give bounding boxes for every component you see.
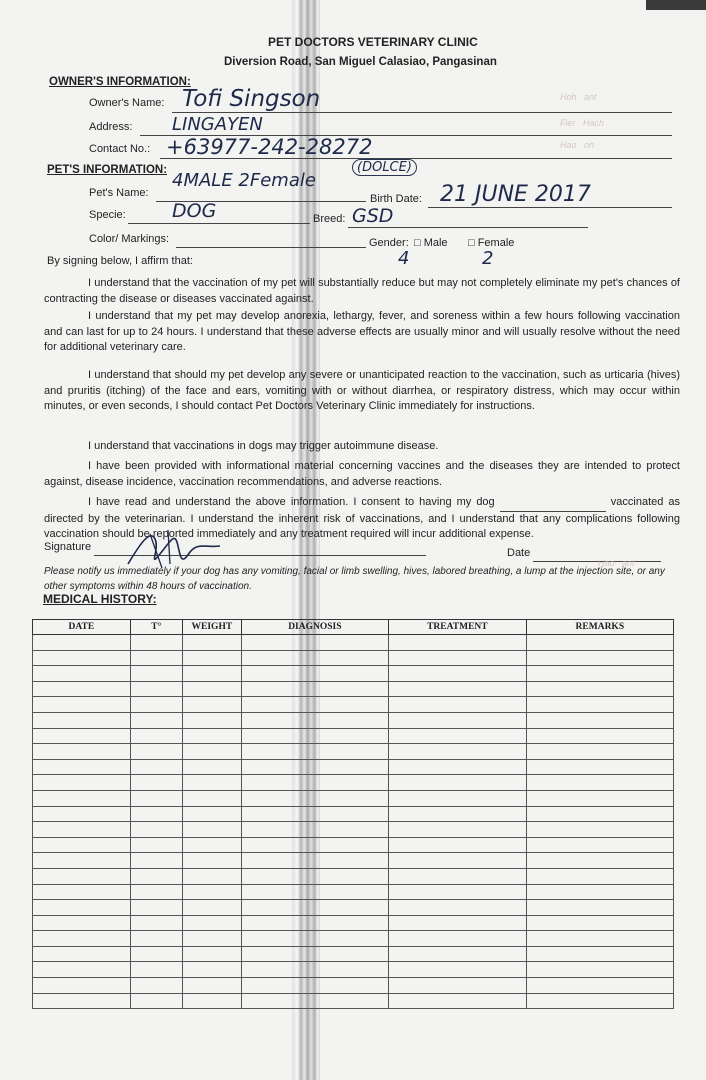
table-cell[interactable]: [526, 837, 673, 853]
table-cell[interactable]: [241, 993, 388, 1009]
table-cell[interactable]: [389, 759, 527, 775]
table-cell[interactable]: [33, 650, 131, 666]
table-cell[interactable]: [183, 759, 242, 775]
pet-name-label: Pet's Name:: [89, 187, 149, 199]
table-cell[interactable]: [241, 681, 388, 697]
column-header: REMARKS: [526, 620, 673, 635]
table-cell[interactable]: [130, 978, 182, 994]
table-cell[interactable]: [389, 775, 527, 791]
female-count: 2: [482, 248, 494, 269]
table-row: [33, 946, 674, 962]
table-cell[interactable]: [241, 853, 388, 869]
table-cell[interactable]: [526, 868, 673, 884]
table-cell[interactable]: [241, 822, 388, 838]
table-cell[interactable]: [130, 900, 182, 916]
table-cell[interactable]: [241, 868, 388, 884]
table-cell[interactable]: [526, 697, 673, 713]
table-cell[interactable]: [389, 712, 527, 728]
table-cell[interactable]: [183, 946, 242, 962]
table-row: [33, 837, 674, 853]
table-cell[interactable]: [183, 915, 242, 931]
table-cell[interactable]: [183, 635, 242, 651]
table-cell[interactable]: [526, 853, 673, 869]
background-edge: [646, 0, 706, 10]
table-cell[interactable]: [241, 978, 388, 994]
table-cell[interactable]: [241, 962, 388, 978]
table-cell[interactable]: [33, 635, 131, 651]
table-row: [33, 666, 674, 682]
table-cell[interactable]: [526, 712, 673, 728]
female-checkbox[interactable]: □ Female: [468, 237, 515, 249]
table-cell[interactable]: [130, 822, 182, 838]
table-cell[interactable]: [33, 666, 131, 682]
table-cell[interactable]: [33, 884, 131, 900]
table-row: [33, 744, 674, 760]
table-cell[interactable]: [389, 853, 527, 869]
consent-paragraph-4: I understand that vaccinations in dogs may trigger autoimmune disease.: [88, 440, 439, 452]
address-value: LINGAYEN: [172, 114, 263, 135]
pet-name-value: 4MALE 2Female: [172, 170, 316, 191]
table-row: [33, 650, 674, 666]
table-cell[interactable]: [130, 744, 182, 760]
table-row: [33, 681, 674, 697]
table-cell[interactable]: [183, 712, 242, 728]
consent-intro: By signing below, I affirm that:: [47, 255, 193, 267]
clinic-name: PET DOCTORS VETERINARY CLINIC: [268, 35, 478, 49]
table-cell[interactable]: [526, 931, 673, 947]
consent-paragraph-3: I understand that should my pet develop any severe or unanticipated reaction to the vaccination, such as urticaria (hives) and pruritis (itching) of the face and ears, vomiting with or without diarrhea, or respiratory distress, which may occur within minutes, or even seconds, I should contact Pet Doctors Veterinary Clinic immediately for instructions.: [44, 369, 680, 412]
specie-value: DOG: [172, 200, 217, 222]
column-header: TREATMENT: [389, 620, 527, 635]
table-cell[interactable]: [130, 884, 182, 900]
table-row: [33, 635, 674, 651]
clinic-address: Diversion Road, San Miguel Calasiao, Pangasinan: [224, 56, 497, 68]
table-cell[interactable]: [241, 697, 388, 713]
table-cell[interactable]: [183, 822, 242, 838]
table-cell[interactable]: [389, 868, 527, 884]
table-row: [33, 790, 674, 806]
table-cell[interactable]: [389, 837, 527, 853]
table-row: [33, 900, 674, 916]
table-cell[interactable]: [241, 837, 388, 853]
table-cell[interactable]: [526, 775, 673, 791]
table-cell[interactable]: [389, 728, 527, 744]
table-cell[interactable]: [526, 635, 673, 651]
table-cell[interactable]: [241, 790, 388, 806]
table-cell[interactable]: [389, 884, 527, 900]
male-count: 4: [398, 248, 410, 269]
notice-text: Please notify us immediately if your dog has any vomiting, facial or limb swelling, hives, labored breathing, a lump at the injection site, or any other symptoms within 48 hours of vaccination.: [44, 566, 665, 592]
table-cell[interactable]: [130, 650, 182, 666]
breed-label: Breed:: [313, 213, 346, 225]
table-cell[interactable]: [526, 884, 673, 900]
table-cell[interactable]: [33, 946, 131, 962]
table-row: [33, 728, 674, 744]
table-cell[interactable]: [389, 931, 527, 947]
table-cell[interactable]: [183, 962, 242, 978]
table-cell[interactable]: [389, 822, 527, 838]
table-cell[interactable]: [130, 915, 182, 931]
table-cell[interactable]: [33, 900, 131, 916]
table-cell[interactable]: [130, 853, 182, 869]
table-cell[interactable]: [183, 837, 242, 853]
consent-paragraph-1: I understand that the vaccination of my pet will substantially reduce but may not completely eliminate my pet's chances of contracting the disease or diseases vaccinated against.: [44, 277, 680, 305]
table-row: [33, 993, 674, 1009]
table-row: [33, 868, 674, 884]
table-cell[interactable]: [33, 681, 131, 697]
signature-label: Signature: [44, 541, 92, 553]
table-cell[interactable]: [389, 635, 527, 651]
table-cell[interactable]: [33, 978, 131, 994]
table-cell[interactable]: [526, 759, 673, 775]
table-cell[interactable]: [33, 790, 131, 806]
consent-paragraph-6: I have read and understand the above information. I consent to having my dog vaccinated as directed by the veterinarian. I understand the inherent risk of vaccinations, and I understand that any complications following vaccination should be reported immediately and any treatment required will incur additional expense.: [44, 496, 681, 540]
table-cell[interactable]: [389, 993, 527, 1009]
table-cell[interactable]: [33, 837, 131, 853]
table-cell[interactable]: [33, 775, 131, 791]
table-row: [33, 822, 674, 838]
column-header: DIAGNOSIS: [241, 620, 388, 635]
table-cell[interactable]: [33, 697, 131, 713]
table-cell[interactable]: [389, 900, 527, 916]
table-cell[interactable]: [33, 931, 131, 947]
table-cell[interactable]: [183, 806, 242, 822]
male-checkbox[interactable]: □ Male: [414, 237, 448, 249]
table-cell[interactable]: [183, 666, 242, 682]
table-cell[interactable]: [183, 900, 242, 916]
table-cell[interactable]: [241, 666, 388, 682]
table-cell[interactable]: [389, 978, 527, 994]
table-cell[interactable]: [33, 915, 131, 931]
form-paper: PET DOCTORS VETERINARY CLINIC Diversion Road, San Miguel Calasiao, Pangasinan OWNER'S INFORMATION: Owner's Name: Tofi Singson Address: LINGAYEN Contact No.: +63977-242-28272 PET'S INFORMATION: (DOLCE) Pet's Name: 4MALE 2Female Birth Date: 21 JUNE 2017 Specie: DOG Breed: GSD Color/ Markings: Gender: □ Male □ Female 4 2 By signing below, I affirm that: I understand that the vaccination of my pet will substantially reduce but may not completely eliminate my pet's chances of contracting the disease or diseases vaccinated against. I understand that my pet may develop anorexia, lethargy, fever, and soreness within a few hours following vaccination and can last for up to 24 hours. I understand that these adverse effects are usually minor and will usually resolve without the need for additional veterinary care. I understand that should my pet develop any severe or unanticipated reaction to the vaccination, such as urticaria (hives) and pruritis (itching) of the face and ears, vomiting with or without diarrhea, or respiratory distress, which may occur within minutes, or even seconds, I should contact Pet Doctors Veterinary Clinic immediately for instructions. I understand that vaccinations in dogs may trigger autoimmune disease. I have been provided with informational material concerning vaccines and the diseases they are intended to protect against, disease incidence, vaccination recommendations, and adverse reactions. I have read and understand the above information. I consent to having my dog vaccinated as directed by the veterinarian. I understand the inherent risk of vaccinations, and I understand that any complications following vaccination should be reported immediately and any treatment required will incur additional expense. Signature Date Please notify us immediately if your dog has any vomiting, facial or limb swelling, hives, labored breathing, a lump at the injection site, or any other symptoms within 48 hours of vaccination. MEDICAL HISTORY: DATE T° WEIGHT DIAGNOSIS TREATMENT REMARKS Hoh ant Fier Hach Hao oh Hao ant: [0, 0, 706, 1080]
table-cell[interactable]: [241, 775, 388, 791]
table-row: [33, 915, 674, 931]
birth-date-value: 21 JUNE 2017: [440, 182, 591, 207]
table-cell[interactable]: [130, 697, 182, 713]
table-row: [33, 931, 674, 947]
table-cell[interactable]: [241, 931, 388, 947]
table-cell[interactable]: [389, 806, 527, 822]
table-cell[interactable]: [526, 978, 673, 994]
table-cell[interactable]: [33, 806, 131, 822]
table-cell[interactable]: [241, 744, 388, 760]
table-cell[interactable]: [33, 853, 131, 869]
table-cell[interactable]: [389, 744, 527, 760]
table-cell[interactable]: [389, 681, 527, 697]
table-cell[interactable]: [183, 728, 242, 744]
table-cell[interactable]: [130, 759, 182, 775]
table-cell[interactable]: [389, 666, 527, 682]
table-row: [33, 806, 674, 822]
table-cell[interactable]: [130, 962, 182, 978]
gender-label: Gender:: [369, 237, 409, 249]
table-cell[interactable]: [241, 635, 388, 651]
consent-paragraph-5: I have been provided with informational material concerning vaccines and the diseases they are intended to protect against, disease incidence, vaccination recommendations, and adverse reactions.: [44, 460, 680, 488]
table-cell[interactable]: [130, 635, 182, 651]
table-cell[interactable]: [183, 868, 242, 884]
consent-paragraph-2: I understand that my pet may develop anorexia, lethargy, fever, and soreness within a few hours following vaccination and can last for up to 24 hours. I understand that these adverse effects are usually minor and will usually resolve without the need for additional veterinary care.: [44, 310, 680, 353]
table-cell[interactable]: [241, 900, 388, 916]
table-cell[interactable]: [526, 962, 673, 978]
table-row: [33, 853, 674, 869]
table-cell[interactable]: [526, 666, 673, 682]
table-cell[interactable]: [526, 900, 673, 916]
address-label: Address:: [89, 121, 133, 133]
table-row: [33, 978, 674, 994]
owner-info-heading: OWNER'S INFORMATION:: [49, 76, 191, 88]
table-cell[interactable]: [130, 775, 182, 791]
table-row: [33, 697, 674, 713]
table-cell[interactable]: [526, 681, 673, 697]
medical-history-table: [32, 619, 674, 1009]
table-cell[interactable]: [130, 806, 182, 822]
table-cell[interactable]: [130, 681, 182, 697]
table-cell[interactable]: [241, 728, 388, 744]
table-cell[interactable]: [526, 744, 673, 760]
owner-name-label: Owner's Name:: [89, 97, 165, 109]
column-header: WEIGHT: [183, 620, 242, 635]
table-cell[interactable]: [33, 868, 131, 884]
specie-label: Specie:: [89, 209, 126, 221]
owner-name-value: Tofi Singson: [182, 86, 321, 112]
table-cell[interactable]: [130, 931, 182, 947]
table-cell[interactable]: [130, 790, 182, 806]
table-cell[interactable]: [130, 868, 182, 884]
table-cell[interactable]: [33, 712, 131, 728]
table-cell[interactable]: [241, 759, 388, 775]
table-cell[interactable]: [526, 790, 673, 806]
table-cell[interactable]: [183, 790, 242, 806]
table-cell[interactable]: [183, 931, 242, 947]
table-cell[interactable]: [130, 666, 182, 682]
table-row: [33, 759, 674, 775]
table-cell[interactable]: [130, 946, 182, 962]
column-header: DATE: [33, 620, 131, 635]
table-cell[interactable]: [526, 650, 673, 666]
table-cell[interactable]: [526, 822, 673, 838]
table-cell[interactable]: [526, 915, 673, 931]
table-cell[interactable]: [33, 728, 131, 744]
table-cell[interactable]: [389, 790, 527, 806]
table-cell[interactable]: [183, 681, 242, 697]
table-cell[interactable]: [241, 712, 388, 728]
table-cell[interactable]: [241, 650, 388, 666]
table-cell[interactable]: [130, 837, 182, 853]
table-cell[interactable]: [33, 993, 131, 1009]
table-cell[interactable]: [33, 744, 131, 760]
birth-date-label: Birth Date:: [370, 193, 422, 205]
column-header: T°: [130, 620, 182, 635]
table-cell[interactable]: [241, 884, 388, 900]
table-row: [33, 712, 674, 728]
table-cell[interactable]: [241, 915, 388, 931]
pet-name-note: (DOLCE): [352, 159, 417, 176]
table-cell[interactable]: [183, 697, 242, 713]
table-cell[interactable]: [389, 946, 527, 962]
table-cell[interactable]: [183, 775, 242, 791]
table-cell[interactable]: [130, 993, 182, 1009]
table-cell[interactable]: [389, 650, 527, 666]
table-cell[interactable]: [241, 806, 388, 822]
dog-name-field[interactable]: [500, 495, 606, 512]
date-line[interactable]: [533, 561, 661, 562]
table-cell[interactable]: [183, 650, 242, 666]
table-row: [33, 962, 674, 978]
table-cell[interactable]: [33, 759, 131, 775]
table-cell[interactable]: [389, 915, 527, 931]
table-cell[interactable]: [526, 806, 673, 822]
table-cell[interactable]: [389, 962, 527, 978]
pet-info-heading: PET'S INFORMATION:: [47, 164, 168, 176]
table-cell[interactable]: [33, 962, 131, 978]
male-label: Male: [423, 237, 448, 249]
table-cell[interactable]: [130, 728, 182, 744]
contact-label: Contact No.:: [89, 143, 151, 155]
table-row: [33, 884, 674, 900]
female-label: Female: [477, 237, 515, 249]
color-markings-label: Color/ Markings:: [89, 233, 170, 245]
breed-value: GSD: [352, 205, 394, 227]
table-cell[interactable]: [183, 853, 242, 869]
table-cell[interactable]: [526, 946, 673, 962]
table-cell[interactable]: [183, 884, 242, 900]
table-cell[interactable]: [241, 946, 388, 962]
date-label: Date: [507, 547, 531, 559]
table-cell[interactable]: [183, 978, 242, 994]
table-row: [33, 775, 674, 791]
table-cell[interactable]: [183, 744, 242, 760]
medical-history-heading: MEDICAL HISTORY:: [43, 592, 157, 606]
table-cell[interactable]: [389, 697, 527, 713]
table-cell[interactable]: [130, 712, 182, 728]
table-cell[interactable]: [33, 822, 131, 838]
table-cell[interactable]: [526, 728, 673, 744]
contact-value: +63977-242-28272: [166, 135, 373, 159]
table-cell[interactable]: [183, 993, 242, 1009]
table-cell[interactable]: [526, 993, 673, 1009]
